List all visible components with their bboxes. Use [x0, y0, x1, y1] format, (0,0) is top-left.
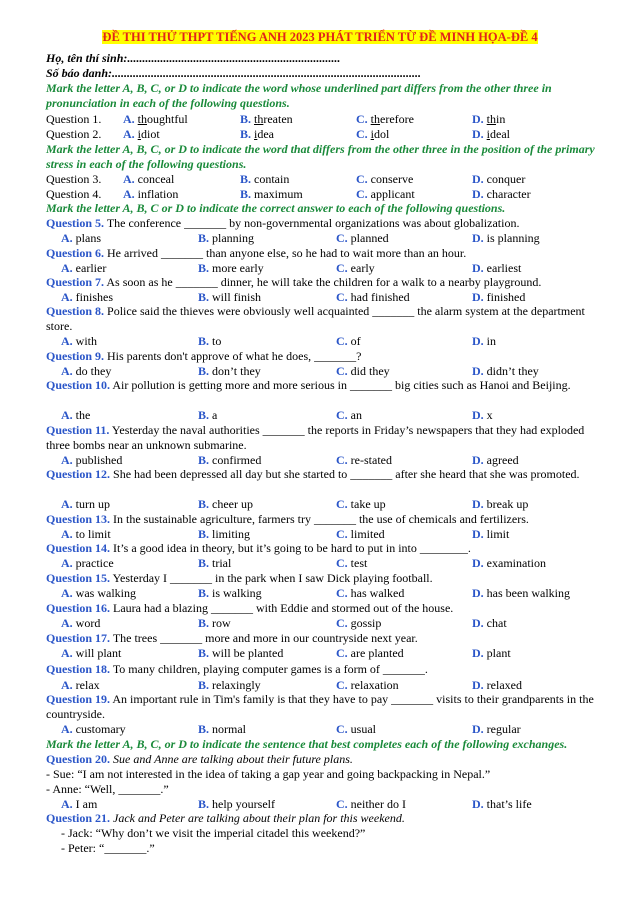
question-stem: Question 12. She had been depressed all day but she started to _______ after she heard that she was promoted.	[46, 467, 580, 481]
answer-option: A. thoughtful	[123, 112, 188, 126]
question-stem: Question 7. As soon as he _______ dinner, he will take the children for a walk to a nearby playground.	[46, 275, 542, 289]
answer-option: B. will be planted	[198, 646, 284, 660]
answer-option: B. will finish	[198, 290, 262, 304]
exam-title	[0, 30, 640, 45]
answer-option: C. neither do I	[336, 797, 406, 811]
title-text: ĐỀ THI THỬ THPT TIẾNG ANH 2023 PHÁT TRIỂN TỪ ĐỀ MINH HỌA-ĐỀ	[102, 30, 529, 44]
question-stem: Question 19. An important rule in Tim's family is that they have to pay _______ visits to their grandparents in the countryside.	[46, 692, 594, 721]
answer-option: A. do they	[61, 364, 112, 378]
answer-option: B. contain	[240, 172, 290, 186]
answer-option: C. relaxation	[336, 678, 399, 692]
answer-option: D. agreed	[472, 453, 519, 467]
answer-option: D. chat	[472, 616, 507, 630]
answer-option: A. the	[61, 408, 91, 422]
answer-option: C. did they	[336, 364, 390, 378]
answer-option: C. planned	[336, 231, 389, 245]
answer-option: C. idol	[356, 127, 390, 141]
answer-option: A. published	[61, 453, 123, 467]
answer-option: B. is walking	[198, 586, 262, 600]
answer-option: B. trial	[198, 556, 232, 570]
answer-option: D. regular	[472, 722, 521, 736]
dialogue-line: - Jack: “Why don’t we visit the imperial citadel this weekend?”	[61, 826, 366, 840]
question-stem: Question 10. Air pollution is getting more and more serious in _______ big cities such as Hanoi and Beijing.	[46, 378, 571, 392]
question-stem: Question 6. He arrived _______ than anyone else, so he had to wait more than an hour.	[46, 246, 467, 260]
instruction-exchange: Mark the letter A, B, C, or D to indicate the sentence that best completes each of the following exchanges.	[46, 737, 568, 751]
answer-option: D. x	[472, 408, 493, 422]
title-number: 4	[531, 30, 538, 44]
answer-option: A. with	[61, 334, 98, 348]
answer-option: B. threaten	[240, 112, 293, 126]
answer-option: A. conceal	[123, 172, 175, 186]
answer-option: B. to	[198, 334, 222, 348]
answer-option: A. I am	[61, 797, 98, 811]
answer-option: A. to limit	[61, 527, 111, 541]
answer-option: A. will plant	[61, 646, 122, 660]
answer-option: D. in	[472, 334, 497, 348]
answer-option: A. inflation	[123, 187, 179, 201]
answer-option: D. examination	[472, 556, 546, 570]
answer-option: D. has been walking	[472, 586, 570, 600]
answer-option: B. relaxingly	[198, 678, 261, 692]
question-stem: Question 14. It’s a good idea in theory, but it’s going to be hard to put in into ________.	[46, 541, 471, 555]
answer-option: C. had finished	[336, 290, 410, 304]
answer-option: D. earliest	[472, 261, 522, 275]
instruction-correct-answer: Mark the letter A, B, C or D to indicate the correct answer to each of the following questions.	[46, 201, 506, 215]
answer-option: D. break up	[472, 497, 529, 511]
title-highlight	[102, 30, 537, 44]
answer-option: B. row	[198, 616, 231, 630]
answer-option: D. ideal	[472, 127, 511, 141]
answer-option: B. confirmed	[198, 453, 262, 467]
answer-option: A. turn up	[61, 497, 111, 511]
question-stem: Question 8. Police said the thieves were obviously well acquainted _______ the alarm system at the department store.	[46, 304, 585, 333]
answer-option: B. planning	[198, 231, 255, 245]
answer-option: C. applicant	[356, 187, 415, 201]
question-stem: Question 17. The trees _______ more and more in our countryside next year.	[46, 631, 418, 645]
answer-option: B. idea	[240, 127, 275, 141]
answer-option: C. an	[336, 408, 362, 422]
answer-option: A. customary	[61, 722, 126, 736]
answer-option: B. don’t they	[198, 364, 261, 378]
answer-option: A. plans	[61, 231, 102, 245]
answer-option: B. cheer up	[198, 497, 253, 511]
question-label: Question 4.	[46, 187, 102, 201]
question-stem: Question 5. The conference _______ by non-governmental organizations was about globalization.	[46, 216, 520, 230]
answer-option: A. was walking	[61, 586, 136, 600]
question-label: Question 3.	[46, 172, 102, 186]
answer-option: C. take up	[336, 497, 386, 511]
question-stem: Question 11. Yesterday the naval authorities _______ the reports in Friday’s newspapers that they had exploded three bombs near an unknown submarine.	[46, 423, 585, 452]
answer-option: C. gossip	[336, 616, 382, 630]
answer-option: D. thin	[472, 112, 506, 126]
answer-option: D. character	[472, 187, 531, 201]
answer-option: A. word	[61, 616, 101, 630]
question-stem: Question 20. Sue and Anne are talking about their future plans.	[46, 752, 353, 766]
answer-option: A. earlier	[61, 261, 107, 275]
answer-option: B. maximum	[240, 187, 303, 201]
question-stem: Question 18. To many children, playing computer games is a form of _______.	[46, 662, 428, 676]
answer-option: C. early	[336, 261, 375, 275]
answer-option: C. has walked	[336, 586, 405, 600]
candidate-name-field: Họ, tên thí sinh:.......................................................................	[46, 51, 341, 65]
question-label: Question 2.	[46, 127, 102, 141]
answer-option: C. usual	[336, 722, 377, 736]
answer-option: B. normal	[198, 722, 247, 736]
instruction-stress: Mark the letter A, B, C, or D to indicate the word that differs from the other three in the position of the primary stress in each of the following questions.	[46, 142, 595, 171]
answer-option: C. limited	[336, 527, 385, 541]
dialogue-line: - Sue: “I am not interested in the idea of taking a gap year and going backpacking in Nepal.”	[46, 767, 491, 781]
answer-option: A. finishes	[61, 290, 114, 304]
answer-option: D. that’s life	[472, 797, 532, 811]
question-stem: Question 9. His parents don't approve of what he does, _______?	[46, 349, 362, 363]
answer-option: B. a	[198, 408, 218, 422]
answer-option: D. relaxed	[472, 678, 522, 692]
answer-option: C. re-stated	[336, 453, 392, 467]
candidate-id-field: Số báo danh:.......................................................................................................	[46, 66, 422, 80]
instruction-pronunciation: Mark the letter A, B, C, or D to indicate the word whose underlined part differs from the other three in pronunciation in each of the following questions.	[46, 81, 552, 110]
question-stem: Question 13. In the sustainable agriculture, farmers try _______ the use of chemicals and fertilizers.	[46, 512, 529, 526]
answer-option: A. practice	[61, 556, 114, 570]
answer-option: B. help yourself	[198, 797, 275, 811]
answer-option: D. finished	[472, 290, 526, 304]
answer-option: C. of	[336, 334, 361, 348]
answer-option: C. therefore	[356, 112, 414, 126]
dialogue-line: - Peter: “_______.”	[61, 841, 155, 855]
answer-option: B. more early	[198, 261, 264, 275]
answer-option: D. limit	[472, 527, 510, 541]
answer-option: D. conquer	[472, 172, 526, 186]
answer-option: D. plant	[472, 646, 511, 660]
answer-option: D. is planning	[472, 231, 540, 245]
answer-option: C. are planted	[336, 646, 404, 660]
question-label: Question 1.	[46, 112, 102, 126]
answer-option: A. relax	[61, 678, 100, 692]
question-stem: Question 16. Laura had a blazing _______ with Eddie and stormed out of the house.	[46, 601, 454, 615]
dialogue-line: - Anne: “Well, _______.”	[46, 782, 169, 796]
question-stem: Question 21. Jack and Peter are talking about their plan for this weekend.	[46, 811, 405, 825]
answer-option: D. didn’t they	[472, 364, 539, 378]
answer-option: A. idiot	[123, 127, 160, 141]
answer-option: C. test	[336, 556, 368, 570]
question-stem: Question 15. Yesterday I _______ in the park when I saw Dick playing football.	[46, 571, 433, 585]
answer-option: C. conserve	[356, 172, 414, 186]
answer-option: B. limiting	[198, 527, 251, 541]
